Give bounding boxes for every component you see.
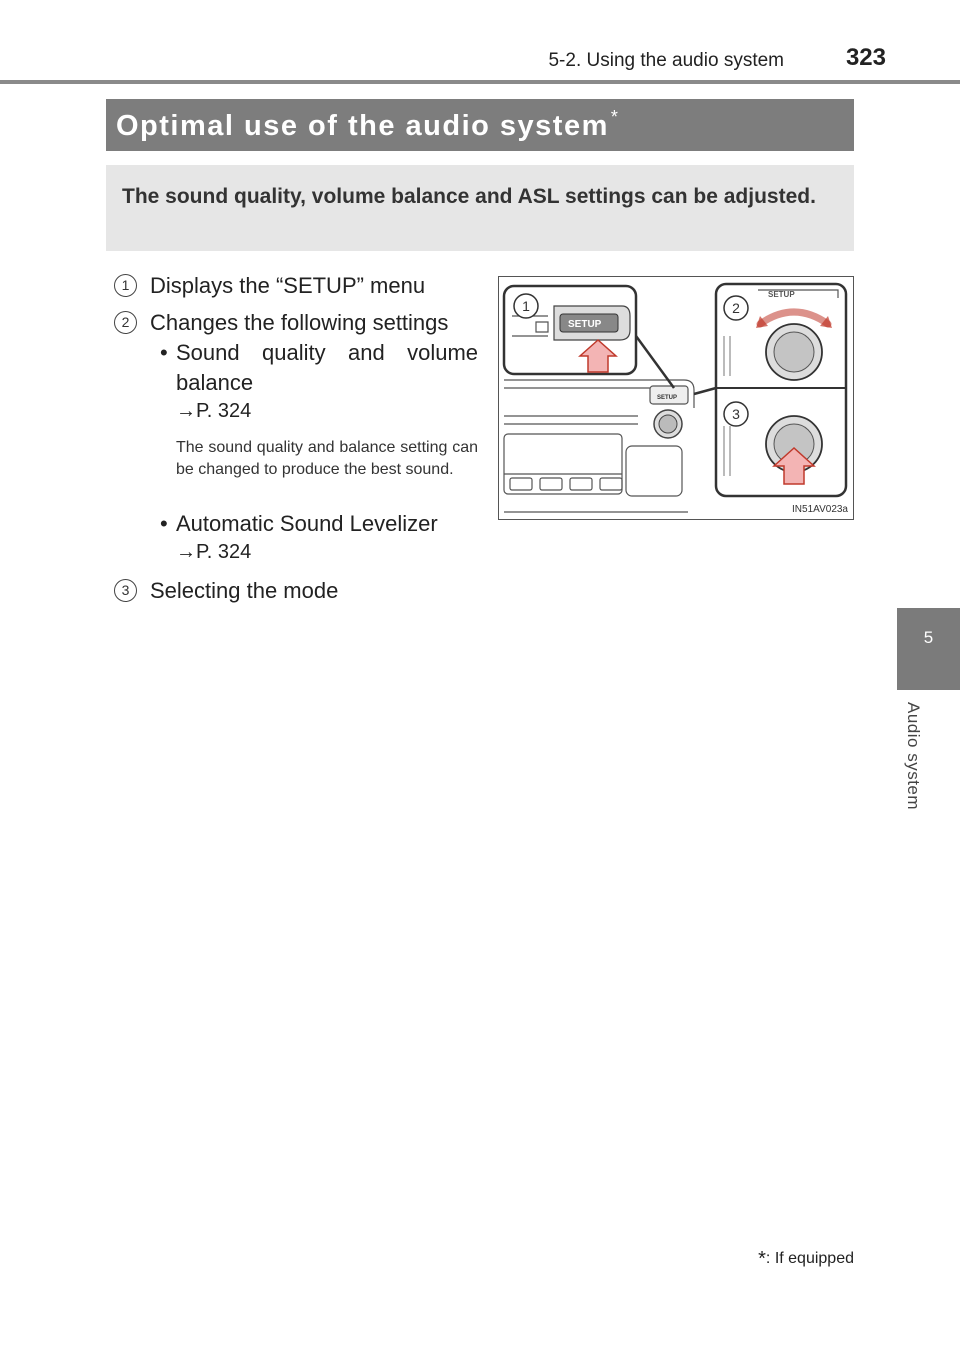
sub-item-asl-line1: Automatic Sound Levelizer <box>176 511 438 536</box>
zoom-setup-label: SETUP <box>768 290 795 299</box>
page-number: 323 <box>845 44 886 71</box>
setup-button-label: SETUP <box>568 319 602 330</box>
sub-bullet-asl: • <box>160 511 168 536</box>
sub-item-sound-note: The sound quality and balance setting can be changed to produce the best sound. <box>176 439 478 478</box>
section-title-text: Optimal use of the audio system <box>116 110 609 142</box>
zoom-box-2-3 <box>694 284 846 496</box>
callout-1 <box>514 294 538 318</box>
footnote-marker: * <box>758 1248 766 1270</box>
item-text-3: Selecting the mode <box>150 578 339 603</box>
lead-paragraph: The sound quality, volume balance and ASL settings can be adjusted. <box>106 165 854 251</box>
callout-2 <box>724 296 748 320</box>
footnote <box>758 1248 854 1271</box>
chapter-number: 5 <box>923 628 934 647</box>
small-knob <box>654 410 682 438</box>
item-number-1: 1 <box>114 274 137 297</box>
chapter-label: Audio system <box>904 702 923 811</box>
sub-item-sound-line1: Sound quality and volume <box>176 340 478 365</box>
sub-item-sound-ref: →P. 324 <box>176 400 252 422</box>
section-title <box>106 99 854 151</box>
small-setup-label: SETUP <box>657 395 678 401</box>
figure-code: IN51AV023a <box>792 504 848 515</box>
chapter-tab <box>897 608 960 690</box>
callout-2-label: 2 <box>732 300 740 316</box>
audio-panel-illustration <box>498 276 854 520</box>
callout-1-label: 1 <box>522 298 530 314</box>
item-number-2: 2 <box>114 311 137 334</box>
header-rule <box>0 80 960 84</box>
item-number-3: 3 <box>114 579 137 602</box>
sub-item-sound-line2: balance <box>176 370 254 395</box>
sub-bullet-sound: • <box>160 340 168 365</box>
footnote-text: : If equipped <box>765 1250 854 1267</box>
callout-3-label: 3 <box>732 406 740 422</box>
if-equipped-marker: * <box>610 107 620 127</box>
sub-item-asl-ref: →P. 324 <box>176 541 252 563</box>
item-text-2: Changes the following settings <box>150 310 449 335</box>
item-text-1: Displays the “SETUP” menu <box>150 273 426 298</box>
callout-3 <box>724 402 748 426</box>
running-header-section: 5-2. Using the audio system <box>548 50 784 71</box>
